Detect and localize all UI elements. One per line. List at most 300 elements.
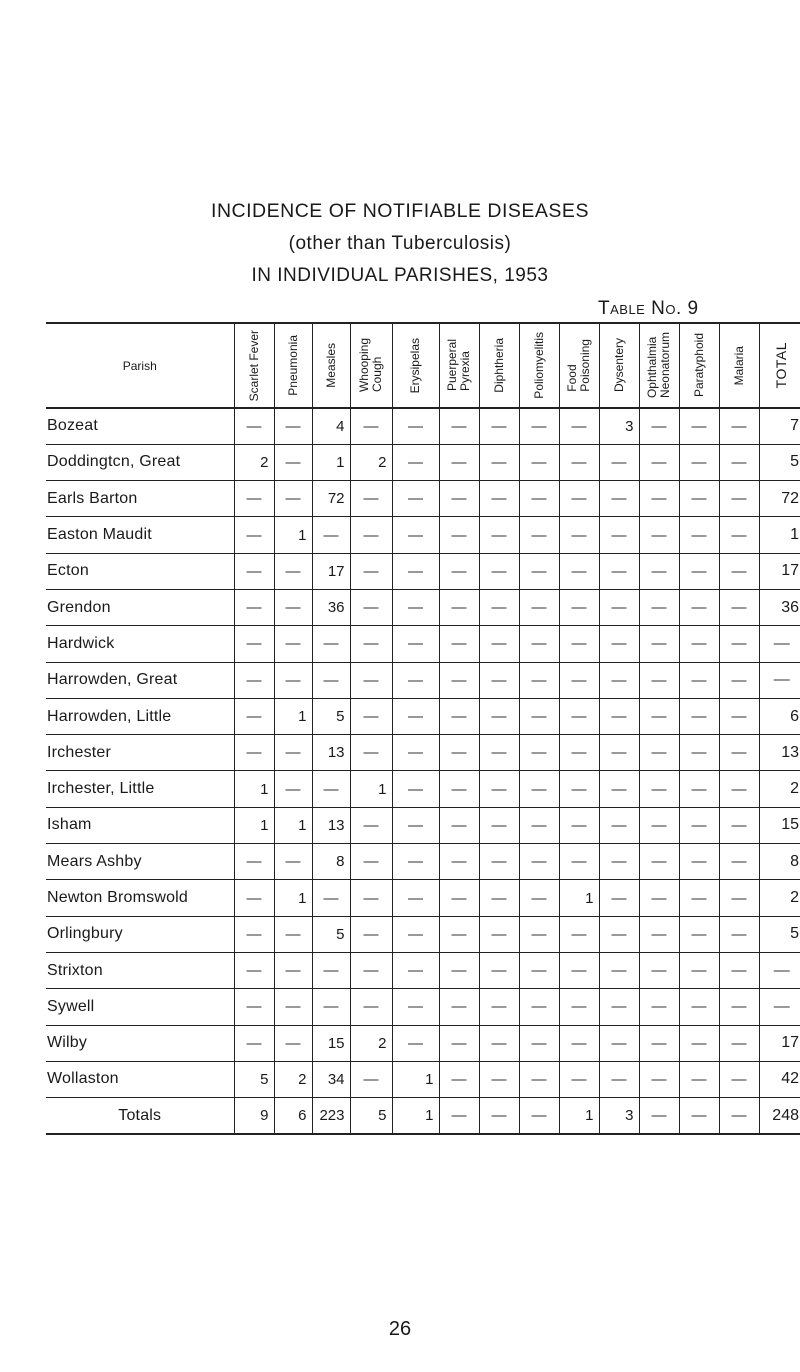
count-cell: — (479, 589, 519, 625)
count-cell: — (274, 1025, 312, 1061)
count-cell: — (519, 662, 559, 698)
count-cell: — (599, 771, 639, 807)
count-cell: — (679, 553, 719, 589)
count-cell: — (234, 408, 274, 444)
count-cell: — (392, 952, 439, 988)
count-cell: — (350, 589, 392, 625)
column-header-label: Food Poisoning (565, 339, 592, 392)
count-cell: — (559, 952, 599, 988)
count-cell: 17 (312, 553, 350, 589)
count-cell: — (234, 626, 274, 662)
count-cell: — (599, 626, 639, 662)
count-cell: 2 (350, 1025, 392, 1061)
count-cell: — (679, 771, 719, 807)
count-cell: — (519, 481, 559, 517)
count-cell: — (392, 698, 439, 734)
title-line-3: IN INDIVIDUAL PARISHES, 1953 (251, 265, 549, 286)
count-cell: — (350, 626, 392, 662)
column-header-label: Scarlet Fever (246, 329, 261, 402)
count-cell: — (274, 989, 312, 1025)
parish-name: Wollaston (46, 1061, 234, 1097)
count-cell: — (639, 952, 679, 988)
count-cell: — (559, 735, 599, 771)
count-cell: — (519, 698, 559, 734)
count-cell: — (599, 662, 639, 698)
count-cell: — (274, 626, 312, 662)
count-cell: — (439, 444, 479, 480)
count-cell: — (439, 408, 479, 444)
count-cell: — (439, 952, 479, 988)
count-cell: — (639, 807, 679, 843)
count-cell: — (350, 698, 392, 734)
count-cell: — (679, 952, 719, 988)
count-cell: — (274, 952, 312, 988)
row-total-cell: 2 (759, 771, 800, 807)
count-cell: — (519, 1098, 559, 1134)
column-header-diphtheria (479, 323, 519, 408)
count-cell: — (234, 481, 274, 517)
count-cell: — (599, 807, 639, 843)
count-cell: — (439, 1025, 479, 1061)
count-cell: — (639, 662, 679, 698)
count-cell: — (559, 1025, 599, 1061)
count-cell: 9 (234, 1098, 274, 1134)
count-cell: 4 (312, 408, 350, 444)
count-cell: — (234, 589, 274, 625)
count-cell: — (519, 952, 559, 988)
row-total-cell: — (759, 952, 800, 988)
count-cell: — (679, 589, 719, 625)
row-total-cell: 5 (759, 444, 800, 480)
row-total-cell: 6 (759, 698, 800, 734)
column-header-label: Pneumonia (285, 335, 300, 396)
row-total-cell: — (759, 662, 800, 698)
count-cell: — (719, 408, 759, 444)
count-cell: — (479, 916, 519, 952)
count-cell: — (559, 698, 599, 734)
count-cell: — (392, 553, 439, 589)
count-cell: — (719, 662, 759, 698)
count-cell: — (234, 916, 274, 952)
count-cell: — (519, 916, 559, 952)
count-cell: — (639, 1098, 679, 1134)
column-header-scarlet-fever (234, 323, 274, 408)
count-cell: — (719, 735, 759, 771)
count-cell: — (559, 517, 599, 553)
column-header-paratyphoid (679, 323, 719, 408)
count-cell: — (679, 1061, 719, 1097)
count-cell: — (479, 1098, 519, 1134)
count-cell: — (639, 916, 679, 952)
column-header-label: Poliomyelitis (531, 332, 546, 399)
count-cell: 1 (274, 807, 312, 843)
count-cell: — (719, 553, 759, 589)
row-total-cell: 248 (759, 1098, 800, 1134)
count-cell: 1 (350, 771, 392, 807)
table-row (46, 698, 800, 734)
count-cell: — (439, 735, 479, 771)
count-cell: 1 (274, 880, 312, 916)
count-cell: — (639, 481, 679, 517)
count-cell: — (559, 844, 599, 880)
count-cell: 1 (234, 807, 274, 843)
column-header-label: Measles (323, 343, 338, 388)
count-cell: — (392, 589, 439, 625)
count-cell: — (274, 589, 312, 625)
count-cell: — (559, 916, 599, 952)
count-cell: — (234, 844, 274, 880)
count-cell: — (679, 807, 719, 843)
column-header-label: Dysentery (611, 338, 626, 393)
count-cell: — (719, 916, 759, 952)
count-cell: — (599, 444, 639, 480)
count-cell: 1 (392, 1061, 439, 1097)
table-row (46, 989, 800, 1025)
parish-name: Doddingtcn, Great (46, 444, 234, 480)
count-cell: 2 (274, 1061, 312, 1097)
column-header-label: Puerperal Pyrexia (445, 339, 472, 392)
column-header-measles (312, 323, 350, 408)
count-cell: — (479, 662, 519, 698)
count-cell: — (599, 1061, 639, 1097)
count-cell: — (639, 989, 679, 1025)
count-cell: 1 (559, 1098, 599, 1134)
count-cell: — (392, 916, 439, 952)
count-cell: — (519, 844, 559, 880)
count-cell: — (719, 844, 759, 880)
count-cell: — (719, 481, 759, 517)
count-cell: 5 (234, 1061, 274, 1097)
count-cell: — (479, 989, 519, 1025)
header-row (46, 323, 800, 408)
count-cell: — (719, 880, 759, 916)
parish-name: Harrowden, Great (46, 662, 234, 698)
count-cell: — (479, 1025, 519, 1061)
column-header-label: Diphtheria (491, 338, 506, 393)
count-cell: 15 (312, 1025, 350, 1061)
count-cell: — (392, 844, 439, 880)
table-row (46, 880, 800, 916)
count-cell: — (274, 408, 312, 444)
count-cell: — (719, 626, 759, 662)
count-cell: — (439, 1098, 479, 1134)
count-cell: — (274, 916, 312, 952)
count-cell: — (519, 589, 559, 625)
count-cell: 3 (599, 1098, 639, 1134)
row-total-cell: 36 (759, 589, 800, 625)
count-cell: — (274, 844, 312, 880)
count-cell: — (350, 735, 392, 771)
parish-name: Sywell (46, 989, 234, 1025)
table-row (46, 1061, 800, 1097)
count-cell: — (234, 1025, 274, 1061)
row-total-cell: 7 (759, 408, 800, 444)
row-total-cell: 5 (759, 916, 800, 952)
count-cell: — (599, 481, 639, 517)
parish-name: Ecton (46, 553, 234, 589)
page-number: 26 (388, 1318, 412, 1340)
count-cell: — (639, 553, 679, 589)
count-cell: — (719, 698, 759, 734)
count-cell: — (559, 771, 599, 807)
parish-name: Irchester (46, 735, 234, 771)
count-cell: 223 (312, 1098, 350, 1134)
count-cell: — (599, 735, 639, 771)
column-header-puerperal-pyrexia (439, 323, 479, 408)
count-cell: — (519, 517, 559, 553)
count-cell: — (599, 844, 639, 880)
count-cell: — (519, 989, 559, 1025)
parish-name: Newton Bromswold (46, 880, 234, 916)
column-header-total (759, 323, 800, 408)
count-cell: — (679, 989, 719, 1025)
totals-row (46, 1098, 800, 1134)
count-cell: — (679, 517, 719, 553)
count-cell: 5 (312, 698, 350, 734)
count-cell: — (274, 662, 312, 698)
parish-name: Earls Barton (46, 481, 234, 517)
column-header-label: Whooping Cough (357, 338, 384, 393)
count-cell: — (439, 626, 479, 662)
count-cell: — (274, 735, 312, 771)
count-cell: — (479, 844, 519, 880)
column-header-label: Erysipelas (408, 337, 422, 394)
count-cell: — (234, 880, 274, 916)
count-cell: — (639, 444, 679, 480)
count-cell: 13 (312, 807, 350, 843)
count-cell: 1 (312, 444, 350, 480)
table-row (46, 916, 800, 952)
count-cell: 5 (312, 916, 350, 952)
count-cell: — (639, 408, 679, 444)
count-cell: — (519, 1061, 559, 1097)
count-cell: — (559, 662, 599, 698)
count-cell: — (599, 880, 639, 916)
count-cell: — (679, 880, 719, 916)
count-cell: — (479, 553, 519, 589)
column-header-erysipelas (392, 323, 439, 408)
count-cell: — (679, 1025, 719, 1061)
count-cell: 1 (274, 698, 312, 734)
count-cell: — (639, 844, 679, 880)
count-cell: — (312, 771, 350, 807)
count-cell: — (719, 952, 759, 988)
count-cell: — (639, 626, 679, 662)
column-header-ophthalmia-neonatorum (639, 323, 679, 408)
count-cell: — (599, 589, 639, 625)
count-cell: — (350, 408, 392, 444)
parish-name: Easton Maudit (46, 517, 234, 553)
count-cell: — (519, 444, 559, 480)
count-cell: — (312, 517, 350, 553)
count-cell: — (679, 916, 719, 952)
count-cell: — (599, 916, 639, 952)
parish-name: Grendon (46, 589, 234, 625)
count-cell: — (719, 1061, 759, 1097)
count-cell: — (350, 916, 392, 952)
count-cell: — (392, 481, 439, 517)
parish-name: Bozeat (46, 408, 234, 444)
row-total-cell: 8 (759, 844, 800, 880)
count-cell: — (679, 735, 719, 771)
table-number-label: Table No. 9 (598, 298, 699, 319)
count-cell: — (439, 662, 479, 698)
count-cell: 1 (274, 517, 312, 553)
count-cell: 72 (312, 481, 350, 517)
count-cell: — (479, 517, 519, 553)
table-row (46, 517, 800, 553)
count-cell: — (719, 807, 759, 843)
column-header-parish: Parish (46, 323, 234, 408)
row-total-cell: 15 (759, 807, 800, 843)
count-cell: — (439, 589, 479, 625)
row-total-cell: 1 (759, 517, 800, 553)
count-cell: — (439, 916, 479, 952)
count-cell: — (439, 807, 479, 843)
parish-name: Strixton (46, 952, 234, 988)
count-cell: — (559, 807, 599, 843)
count-cell: — (559, 444, 599, 480)
count-cell: — (559, 989, 599, 1025)
row-total-cell: — (759, 626, 800, 662)
count-cell: — (639, 698, 679, 734)
count-cell: — (639, 589, 679, 625)
count-cell: — (234, 553, 274, 589)
count-cell: — (719, 989, 759, 1025)
count-cell: 6 (274, 1098, 312, 1134)
parish-name: Harrowden, Little (46, 698, 234, 734)
count-cell: — (519, 408, 559, 444)
count-cell: — (350, 662, 392, 698)
column-header-label: Malaria (731, 345, 746, 386)
count-cell: — (559, 589, 599, 625)
column-header-poliomyelitis (519, 323, 559, 408)
count-cell: — (439, 844, 479, 880)
column-header-whooping-cough (350, 323, 392, 408)
row-total-cell: 72 (759, 481, 800, 517)
count-cell: — (392, 517, 439, 553)
row-total-cell: 42 (759, 1061, 800, 1097)
row-total-cell: — (759, 989, 800, 1025)
count-cell: — (392, 807, 439, 843)
count-cell: — (234, 517, 274, 553)
table-row (46, 807, 800, 843)
count-cell: — (350, 481, 392, 517)
count-cell: — (274, 553, 312, 589)
column-header-label: Paratyphoid (691, 333, 706, 398)
count-cell: — (479, 444, 519, 480)
count-cell: — (679, 444, 719, 480)
count-cell: — (312, 626, 350, 662)
count-cell: — (274, 444, 312, 480)
count-cell: — (350, 1061, 392, 1097)
count-cell: 36 (312, 589, 350, 625)
table-row (46, 952, 800, 988)
count-cell: — (392, 880, 439, 916)
count-cell: — (479, 698, 519, 734)
count-cell: — (519, 626, 559, 662)
count-cell: — (479, 408, 519, 444)
table-row (46, 444, 800, 480)
count-cell: — (519, 553, 559, 589)
row-total-cell: 2 (759, 880, 800, 916)
totals-label: Totals (46, 1098, 234, 1134)
count-cell: 5 (350, 1098, 392, 1134)
count-cell: — (519, 1025, 559, 1061)
table-row (46, 662, 800, 698)
count-cell: — (599, 952, 639, 988)
count-cell: — (392, 771, 439, 807)
count-cell: — (392, 444, 439, 480)
count-cell: — (350, 807, 392, 843)
count-cell: — (439, 880, 479, 916)
count-cell: — (559, 408, 599, 444)
count-cell: — (639, 517, 679, 553)
parish-name: Mears Ashby (46, 844, 234, 880)
count-cell: — (392, 735, 439, 771)
count-cell: — (312, 989, 350, 1025)
count-cell: — (234, 662, 274, 698)
count-cell: — (719, 517, 759, 553)
count-cell: — (679, 1098, 719, 1134)
count-cell: — (392, 408, 439, 444)
count-cell: — (439, 481, 479, 517)
count-cell: — (274, 481, 312, 517)
count-cell: — (719, 771, 759, 807)
count-cell: — (519, 771, 559, 807)
count-cell: — (392, 1025, 439, 1061)
parish-name: Wilby (46, 1025, 234, 1061)
count-cell: — (350, 517, 392, 553)
count-cell: — (599, 989, 639, 1025)
count-cell: — (479, 481, 519, 517)
count-cell: — (639, 1061, 679, 1097)
table-row (46, 735, 800, 771)
count-cell: — (234, 698, 274, 734)
count-cell: — (719, 1025, 759, 1061)
count-cell: 8 (312, 844, 350, 880)
count-cell: — (479, 626, 519, 662)
count-cell: 1 (392, 1098, 439, 1134)
count-cell: — (350, 880, 392, 916)
count-cell: — (479, 771, 519, 807)
table-row (46, 408, 800, 444)
count-cell: — (234, 989, 274, 1025)
count-cell: 1 (234, 771, 274, 807)
count-cell: — (599, 517, 639, 553)
count-cell: — (599, 1025, 639, 1061)
count-cell: — (350, 952, 392, 988)
count-cell: — (639, 771, 679, 807)
count-cell: 2 (234, 444, 274, 480)
table-body (46, 408, 800, 1134)
disease-incidence-table (46, 322, 800, 1135)
count-cell: — (719, 1098, 759, 1134)
count-cell: — (479, 952, 519, 988)
title-line-2: (other than Tuberculosis) (288, 233, 512, 254)
parish-name: Orlingbury (46, 916, 234, 952)
count-cell: — (679, 698, 719, 734)
count-cell: — (559, 1061, 599, 1097)
count-cell: — (679, 662, 719, 698)
count-cell: — (439, 771, 479, 807)
count-cell: — (479, 880, 519, 916)
count-cell: — (639, 880, 679, 916)
count-cell: 2 (350, 444, 392, 480)
count-cell: — (234, 952, 274, 988)
count-cell: — (439, 698, 479, 734)
count-cell: — (559, 553, 599, 589)
